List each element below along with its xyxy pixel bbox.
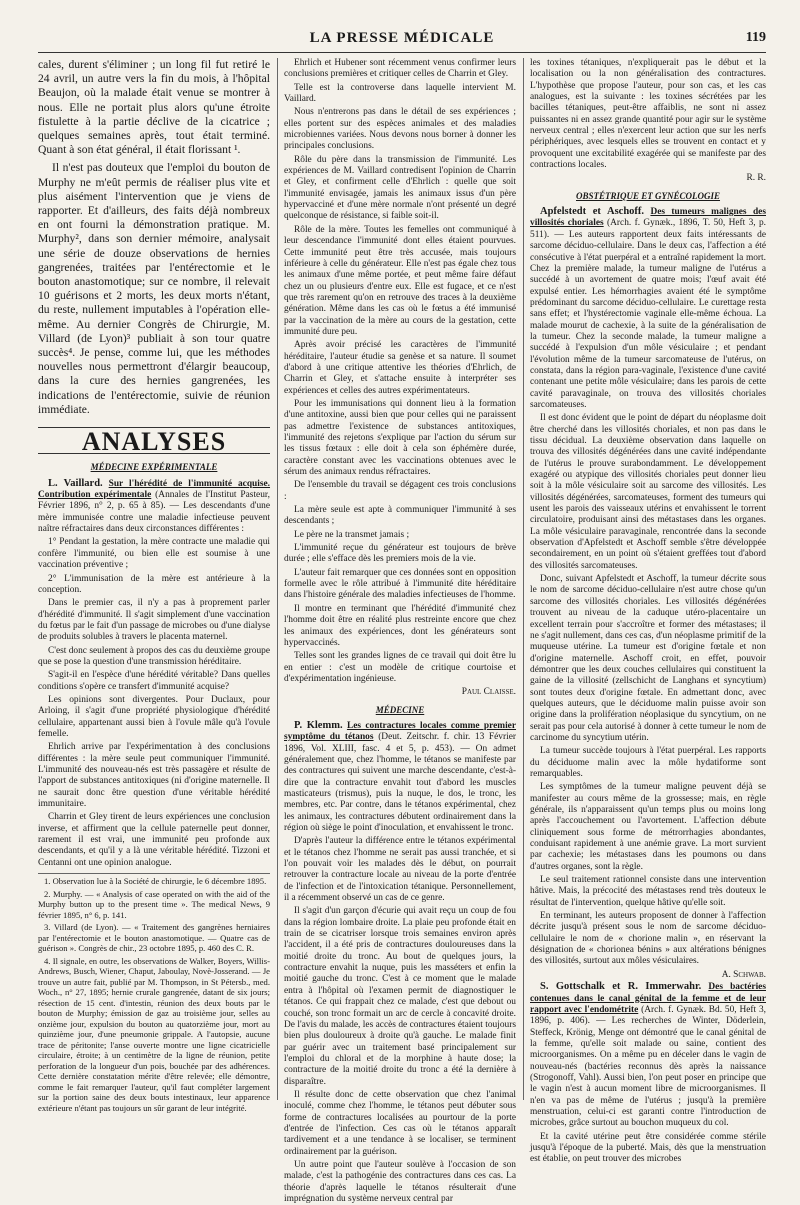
column-2 — [284, 58, 517, 1204]
article-title: Des bactéries contenues dans le canal génital de la femme et de leur rapport avec l'endométrite — [530, 982, 766, 1015]
footnote: 1. Observation lue à la Société de chirurgie, le 6 décembre 1895. — [44, 876, 267, 887]
article-author: L. Vaillard. — [48, 477, 103, 489]
subsection-heading: MÉDECINE — [375, 704, 425, 715]
paragraph: Donc, suivant Apfelstedt et Aschoff, la tumeur décrite sous le nom de sarcome déciduo-cellulaire n'est autre chose qu'un sarcome des villosités choriales. Les villosités dégénérées trouvent au niveau de la caduque utéro-placentaire un excellent terrain pour s'accroître et former des métastases; il ne s'agit nullement, dans ces cas, d'un néoplasme primitif de la muqueuse utérine. La tumeur est d'origine fœtale et non d'origine maternelle. Aschoff croit, en effet, pouvoir démontrer que les deux couches cellulaires qui constituent la gaine de la villosité (zellschicht de Langhans et syncytium) sont toutes deux d'origine fœtale. En admettant donc, avec quelques auteurs, que le déciduome malin puisse avoir son origine dans la prolifération néoplasique du syncytium, on ne serait pas pour cela autorisé à donner à cette tumeur le nom de carcinome du syncytium utérin. — [530, 574, 766, 743]
paragraph: Le seul traitement rationnel consiste dans une intervention hâtive. Mais, la précocité des métastases rend très douteux le résultat de l'intervention, quelque hâtive qu'elle soit. — [530, 875, 766, 908]
signature: R. R. — [746, 173, 766, 184]
paragraph: Charrin et Gley tirent de leurs expériences une conclusion inverse, et affirment que la cellule paternelle peut donner, rarement il est vrai, une immunité peu profonde aux descendants, et qu'il y a là une véritable hérédité. Tizzoni et Centanni ont une opinion analogue. — [38, 812, 270, 868]
paragraph: S'agit-il en l'espèce d'une hérédité véritable? Dans quelles conditions s'opère ce transfert d'immunité acquise? — [38, 670, 270, 692]
article-title: Sur l'hérédité de l'immunité acquise. Contribution expérimentale — [38, 478, 271, 501]
paragraph: Les symptômes de la tumeur maligne peuvent déjà se manifester au cours même de la grossesse; mais, en règle générale, ils n'apparaissent qu'un temps plus ou moins long après l'accouchement ou l'avortement. L'affection débute cliniquement sous forme de métrorrhagies abondantes, conduisant rapidement à une anémie grave. La mort survient par cachexie; les métastases dans les poumons ou dans d'autres organes, sont la règle. — [530, 782, 766, 872]
paragraph: Et la cavité utérine peut être considérée comme stérile jusqu'à l'époque de la puberté. Mais, dès que la menstruation est établie, on peut trouver des microbes — [530, 1131, 766, 1165]
article-reference: (Arch. f. Gynæk. Bd. 50, Heft 3, 1896, p. 406). — Les recherches de Winter, Döderlein, Steffeck, Krönig, Menge ont démontré que le canal génital de la femme, qu'elle soit malade ou saine, contient des microorganismes. On a même pu en déceler dans le vagin de nouveau-nés (bactéries reconnus dès après la naissance (Strogonoff, Vahl). Aussi bien, l'on peut poser en principe que le vagin n'est à aucun moment libre de microorganismes. Il n'en va pas de même de l'utérus ; jusqu'à la première menstruation, celui-ci est garanti contre l'introduction de microbes, grâce surtout au bouchon muqueux du col. — [530, 1004, 767, 1129]
footnote: 2. Murphy. — « Analysis of case operated on with the aid of the Murphy button up to the present time ». The medical News, 9 février 1895, n° 6, p. 141. — [38, 888, 270, 920]
article-reference: (Arch. f. Gynæk., 1896, T. 50, Heft 3, p. 511). — Les auteurs rapportent deux faits intéressants de sarcome déciduo-cellulaire. Dans le deux cas, l'affection a été consécutive à l'état puerpéral et a entraîné rapidement la mort. Chez la première malade, la tumeur maligne de l'utérus a succédé à un avortement de quatre mois; l'œuf avait été expulsé entier. Les hémorrhagies avaient été le symptôme prédominant du sarcome déciduo-cellulaire. Le curettage resta sans effet; et l'hystérectomie vaginale elle-même échoua. La malade mourut de cachexie, à la suite de la généralisation de la tumeur. Chez la seconde malade, la tumeur maligne a succédé à l'expulsion d'un môle vésiculaire ; et pendant l'évolution même de la tumeur sarcomateuse de l'utérus, on constata, dans la région para-vaginale, l'existence d'une cavité contenant une petite môle vésiculaire; dans les parois de cette cavité paravaginale, on trouva des villosités choriales sarcomateuses. — [530, 218, 766, 410]
page-header — [38, 30, 766, 52]
section-heading-analyses: ANALYSES — [38, 427, 270, 454]
article-continuation — [38, 58, 270, 417]
article-header — [284, 720, 516, 834]
subsection-heading: OBSTÉTRIQUE ET GYNÉCOLOGIE — [575, 190, 721, 201]
article-reference: (Annales de l'Institut Pasteur, Février 1896, n° 2, p. 65 à 85). — Les descendants d'une mère immunisée contre une maladie infectieuse peuvent naître réfractaires dans deux circonstances différentes : — [38, 490, 270, 535]
paragraph: Telle est la controverse dans laquelle intervient M. Vaillard. — [284, 82, 516, 105]
article-header — [38, 478, 270, 536]
paragraph: Dans le premier cas, il n'y a pas à proprement parler d'hérédité d'immunité. Il s'agit simplement d'une vaccination du fœtus par le fait d'un passage de microbes ou d'une dialyse de produits solubles à travers le placenta maternel. — [38, 598, 270, 643]
paragraph: Telles sont les grandes lignes de ce travail qui doit être lu en entier : c'est un modèle de critique courtoise et d'expérimentation ingénieuse. — [284, 651, 516, 684]
paragraph: La mère seule est apte à communiquer l'immunité à ses descendants ; — [284, 505, 516, 527]
paragraph: Pour les immunisations qui donnent lieu à la formation d'une antitoxine, aussi bien que pour celles qui ne paraissent pas admettre l'existence de substances antitoxiques, l'immunité des rejetons s'explique par l'action du sérum sur les tissus fœtaux : elle doit à cela son éphémère durée, caractère constant avec les vaccinations obtenues avec le sérum des animaux rendus réfractaires. — [284, 398, 516, 478]
paragraph: Ehrlich arrive par l'expérimentation à des conclusions différentes : la mère seule peut communiquer l'immunité. L'immunité des nouveau-nés est très passagère et résulte de l'apport de substances antitoxiques (ni d'origine maternelle. Il ne saurait donc être question d'une véritable hérédité immunitaire. — [38, 742, 270, 810]
paragraph: les toxines tétaniques, n'expliquerait pas le début et la localisation ou la non généralisation des contractures. L'hypothèse que propose l'auteur, pour son cas, et les cas analogues, est la suivante : les toxines sécrétées par les bacilles tétaniques, peut-être affaiblis, ne sont ni assez puissantes ni en assez grande quantité pour agir sur le système nerveux central ; elles n'exercent leur action que sur les nerfs périphériques, avec lesquels elles se trouvent en contact et y provoquent une excitabilité exagérée qui se manifeste par des contractions locales. — [530, 58, 766, 171]
paragraph: Rôle de la mère. Toutes les femelles ont communiqué à leur descendance l'immunité dont elles étaient pourvues. Cette immunité peut être très accusée, mais toujours inférieure à celle du générateur. Elle n'est pas égale chez tous les animaux d'une même portée, et peut même faire défaut chez un ou plusieurs d'entre eux. Elle est fugace, et ce n'est que très rarement qu'on en retrouve des traces à la deuxième génération. Même dans les cas où le fœtus a été immunisé par la vaccination de la mère au cours de la gestation, cette immunité dure peu. — [284, 224, 516, 337]
paragraph: Il résulte donc de cette observation que chez l'animal inoculé, comme chez l'homme, le tétanos peut débuter sous forme de contractures localisées au pourtour de la porte d'entrée de l'infection. Ces cas où le tétanos apparaît tardivement et a une tendance à se localiser, se terminent ordinairement par la guérison. — [284, 1089, 516, 1157]
article-author: S. Gottschalk et R. Immerwahr. — [540, 981, 702, 993]
journal-title: LA PRESSE MÉDICALE — [309, 30, 495, 46]
column-divider — [277, 58, 278, 1100]
article-reference: (Deut. Zeitschr. f. chir. 13 Février 1896, Vol. XLIII, fasc. 4 et 5, p. 453). — On admet généralement que, chez l'homme, le tétanos se manifeste par des contractures qui suivent une marche descendante, c'est-à-dire que la contracture envahit tout d'abord les muscles masticateurs (trismus), puis la nuque, le dos, le tronc, les membres, etc. Par contre, dans le tétanos expérimental, chez les animaux, les contractures débutent ordinairement dans la région où siège le point d'inoculation, et envahissent le tronc. — [284, 732, 517, 833]
paragraph: La tumeur succède toujours à l'état puerpéral. Les rapports du déciduome malin avec la môle hydatiforme sont remarquables. — [530, 746, 766, 779]
paragraph: Rôle du père dans la transmission de l'immunité. Les expériences de M. Vaillard contredisent l'opinion de Charrin et Gley, et confirment celle d'Ehrlich : quelle que soit l'immunité envisagée, jamais les animaux issus d'un père hypervacciné et d'une mère normale n'ont présenté un degré quelconque de résistance, si faible soit-il. — [284, 154, 516, 222]
paragraph: L'auteur fait remarquer que ces données sont en opposition formelle avec le rôle attribué à l'immunité dite héréditaire dans l'histoire générale des maladies infectieuses de l'homme. — [284, 567, 516, 601]
article-author: Apfelstedt et Aschoff. — [540, 206, 645, 218]
article-title: Des tumeurs malignes des villosités choriales — [530, 207, 766, 229]
footnotes — [38, 873, 270, 1113]
paragraph: Les opinions sont divergentes. Pour Duclaux, pour Arloing, il s'agit d'une propriété physiologique d'hérédité cellulaire, appartenant aussi bien à l'ovule mâle qu'à l'ovule femelle. — [38, 694, 270, 739]
paragraph: Un autre point que l'auteur soulève à l'occasion de son malade, c'est la pathogénie des contractures dans ces cas. La théorie d'après laquelle le tétanos résulterait d'une imprégnation du système nerveux central par — [284, 1159, 516, 1204]
subsection-heading: MÉDECINE EXPÉRIMENTALE — [90, 462, 218, 473]
paragraph: De l'ensemble du travail se dégagent ces trois conclusions : — [284, 480, 516, 502]
article-title: Les contractures locales comme premier symptôme du tétanos — [284, 720, 517, 743]
column-divider — [523, 58, 524, 1100]
footnote: 4. Il signale, en outre, les observations de Walker, Boyers, Willis-Andrews, Busch, Wiener, Chaput, Jaboulay, Novè-Josserand. — Je trouve un autre fait, publié par M. Thompson, in St Pétersb., med. Woch., n° 27, 1895; hernie crurale gangrenée, datant de six jours; résection de 15 cent. d'intestin, réunion des deux bouts par le bouton de Murphy; émission de gaz au troisième jour, selles au onzième jour, expulsion du bouton au quatorzième jour, mort au quinzième jour, d'une pneumonie grippale. A l'autopsie, aucune trace de péritonite; l'anse ouverte montre une ligne cicatricielle circulaire, étroite; à un centimètre de la ligne de réunion, petite perforation de la longueur d'un pois, bouchée par des adhérences. Cette dernière constatation mérite d'être relevée; elle démontre, comme le fait remarquer l'auteur, qu'il faut compléter largement sur la portion saine des deux bouts intestinaux, leur apparence extérieure n'étant pas toujours un sûr garant de leur intégrité. — [38, 955, 270, 1113]
paragraph: 2° L'immunisation de la mère est antérieure à la conception. — [38, 573, 270, 595]
article-header — [530, 206, 766, 411]
paragraph: Il est donc évident que le point de départ du néoplasme doit être cherché dans les villosités choriales, et non pas dans le tissu décidual. La deuxième observation dans laquelle on trouva des villosités dégénérées dans une cavité indépendante de l'utérus le prouve surabondamment. Le développement exagéré ou atypique des villosités choriales peut donner lieu soit à la môle vésiculaire soit au sarcome des villosités. Les villosités dégénérées, sarcomateuses, forment des tumeurs qui usent les parois des vaisseaux utérins et envahissent le torrent circulatoire, produisant ainsi des métastases dans les organes. La môle vésiculaire paravaginale, rencontrée dans la seconde observation d'Apfelstedt et Aschoff semble s'être développée secondairement, en un point où s'étaient greffées tout d'abord des villosités sarcomateuses. — [530, 413, 766, 571]
article-header — [530, 981, 766, 1129]
paragraph: L'immunité reçue du générateur est toujours de brève durée ; elle s'efface dès les premiers mois de la vie. — [284, 543, 516, 565]
column-1 — [38, 58, 271, 1113]
article-author: P. Klemm. — [294, 719, 343, 731]
signature: Paul Claisse. — [461, 687, 516, 698]
paragraph: Le père ne la transmet jamais ; — [294, 529, 410, 540]
paragraph: Après avoir précisé les caractères de l'immunité héréditaire, l'auteur étudie sa genèse et sa nature. Il soumet d'abord à une critique attentive les théories d'Ehrlich, de Charrin et Gley, et s'attache ensuite à interpréter ses expériences et celles des autres expérimentateurs. — [284, 340, 516, 396]
paragraph: En terminant, les auteurs proposent de donner à l'affection décrite jusqu'à présent sous le nom de sarcome déciduo-cellulaire le nom de « chorione malin », en réservant la désignation de « chorionea bénins » aux altérations bénignes des villosités, surtout aux môles vésiculaires. — [530, 911, 766, 967]
page-number: 119 — [745, 30, 766, 45]
paragraph: Il montre en terminant que l'hérédité d'immunité chez l'homme doit être en réalité plus restreinte encore que chez les animaux des expériences, dont les générateurs sont hypervaccinés. — [284, 603, 516, 648]
paragraph: Il s'agit d'un garçon d'écurie qui avait reçu un coup de fou dans la région lombaire droite. La plaie peu profonde était en train de se cicatriser lorsque trois semaines environ après l'accident, il a été pris de contractures douloureuses dans la moitié droite du tronc. Au bout de quelques jours, la contracture envahit la nuque, puis les masséters et enfin la moitié gauche du tronc. C'est à ce moment que le malade entra à l'hôpital où l'examen permit de diagnostiquer le tétanos. Ce qui frappait chez ce malade, c'est que debout ou couché, son tronc formait un arc de cercle à concavité droite. De l'avis du malade, les accès de contractures étaient toujours bien plus douloureux à droite qu'à gauche. Le malade finit par guérir avec un traitement basé principalement sur l'emploi du chloral et de la morphine à haute dose; la contracture de la moitié droite du tronc a été la dernière à disparaître. — [284, 906, 516, 1087]
header-rule — [38, 52, 766, 53]
column-3 — [530, 58, 767, 1165]
signature: A. Schwab. — [721, 969, 766, 980]
paragraph: Ehrlich et Hubener sont récemment venus confirmer leurs conclusions premières et critiquer celles de Charrin et Gley. — [284, 58, 516, 80]
paragraph: Il n'est pas douteux que l'emploi du bouton de Murphy ne m'eût permis de réaliser plus vite et plus aisément l'intervention que je viens de rapporter. Et d'ailleurs, des faits déjà nombreux en ont fourni la démonstration pratique. M. Murphy², dans son dernier mémoire, analysait une série de douze observations de hernies gangrenées, traitées par l'entérectomie et le bouton anastomotique; sur ce nombre, il relevait 10 guérisons et 2 morts, les deux morts n'étant, du reste, nullement imputables à l'opération elle-même. Au dernier Congrès de Chirurgie, M. Villard (de Lyon)³ publiait à son tour quatre succès⁴. Je pense, comme lui, que les méthodes nouvelles nous permettront d'élargir beaucoup, dans la cure des hernies gangrenées, les indications de l'entérectomie, suivie de réunion immédiate. — [38, 161, 270, 416]
paragraph: cales, durent s'éliminer ; un long fil fut retiré le 24 avril, un autre vers la fin du mois, à l'hôpital Beaujon, où la malade était venue se montrer à nous. Elle ne portait plus alors qu'une étroite fistulette à la partie déclive de la cicatrice ; quelques semaines après, tout était terminé. Quant à son état général, il était florissant ¹. — [38, 58, 270, 157]
paragraph: C'est donc seulement à propos des cas du deuxième groupe que se pose la question d'une transmission héréditaire. — [38, 645, 270, 667]
paragraph: 1° Pendant la gestation, la mère contracte une maladie qui confère l'immunité, ou bien elle est soumise à une vaccination préventive ; — [38, 537, 270, 571]
paragraph: D'après l'auteur la différence entre le tétanos expérimental et le tétanos chez l'homme ne serait pas aussi tranchée, et si l'on pouvait voir les malades dès le début, on pourrait retrouver la contracture locale au niveau de la porte d'entrée de l'infection et de l'intoxication tétanique. Personnellement, il a récemment observé un cas de ce genre. — [284, 836, 516, 904]
footnote: 3. Villard (de Lyon). — « Traitement des gangrènes herniaires par l'entérectomie et le bouton anastomotique. — Quatre cas de guérison ». Congrès de chir., 23 octobre 1895, p. 460 des C. R. — [38, 922, 270, 954]
paragraph: Nous n'entrerons pas dans le détail de ses expériences ; elles portent sur des espèces animales et des maladies microbiennes variées. Nous devons nous borner à donner les principales conclusions. — [284, 107, 516, 152]
